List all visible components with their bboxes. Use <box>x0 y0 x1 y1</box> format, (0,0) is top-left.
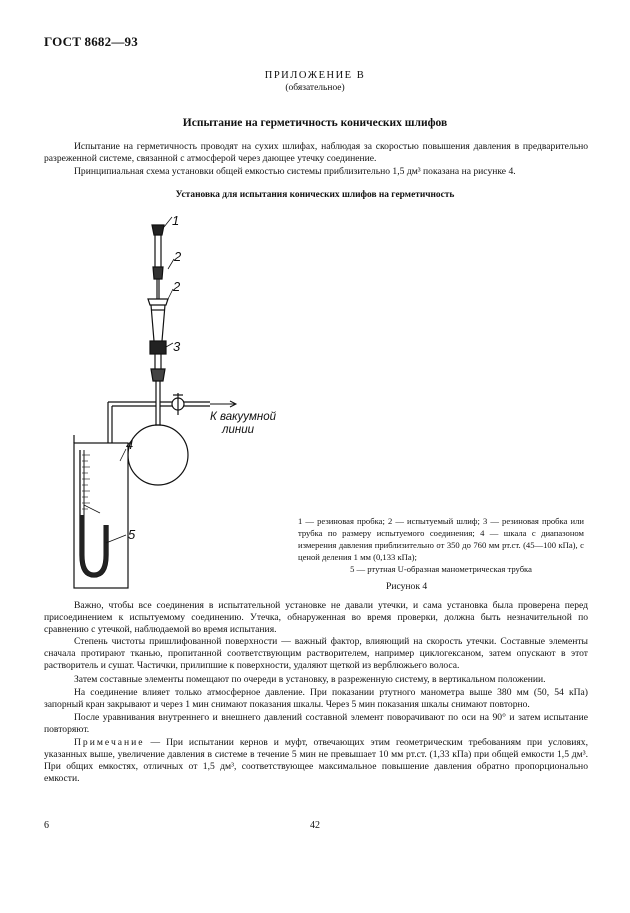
appendix-status: (обязательное) <box>285 83 345 93</box>
body-text <box>44 600 588 785</box>
note-text: — При испытании кернов и муфт, отвечающих этим геометрическим требованиям при условиях, указанных выше, увеличение давления в системе в течение 5 мин не превышает 10 мм рт.ст. (1,33 кПа) при общей емкости 1,5 дм³. При общих емкостях, отличных от 1,5 дм³, соответствующее максимальное повышение давления обратно пропорционально емкости. <box>44 737 588 785</box>
label-5: 5 <box>128 527 136 542</box>
label-4: 4 <box>126 437 134 452</box>
body-paragraph-4: На соединение влияет только атмосферное давление. При показании ртутного манометра выше 380 мм (50, 54 кПа) запорный кран закрывают и через 1 мин снимают показания шкалы. Через 5 мин показания шкалы снимают повторно. <box>44 686 588 710</box>
label-2b: 2 <box>173 279 181 294</box>
label-3: 3 <box>173 339 181 354</box>
body-paragraph-5: После уравнивания внутреннего и внешнего давлений составной элемент поворачивают по оси на 90° и затем испытание повторяют. <box>44 711 588 735</box>
vacuum-label-line1: К вакуумной <box>210 411 277 423</box>
rubber-stopper-top <box>152 225 164 279</box>
vacuum-label-line2: линии <box>222 424 255 436</box>
appendix-title: ПРИЛОЖЕНИЕ В <box>264 70 366 81</box>
intro-paragraph-1: Испытание на герметичность проводят на сухих шлифах, наблюдая за скоростью повышения давления в предварительно разреженной системе, связанной с атмосферой через дающее утечку соединение. <box>44 141 588 164</box>
label-2a: 2 <box>174 249 182 264</box>
round-flask <box>128 425 188 485</box>
standard-header: ГОСТ 8682—93 <box>44 34 138 49</box>
note-label: Примечание <box>74 737 145 749</box>
rubber-stopper-lower <box>150 341 166 381</box>
test-joint-upper <box>148 279 168 341</box>
apparatus-diagram <box>60 205 300 600</box>
legend-last-item: 5 — ртутная U-образная манометрическая трубка <box>350 564 532 574</box>
legend-text: 1 — резиновая пробка; 2 — испытуемый шлиф; 3 — резиновая пробка или трубка по размеру испытуемого соединения; 4 — шкала с диапазоном измерения давления приблизительно от 350 до 760 мм рт.ст. (45—100 кПа), с ценой деления 1 мм (0,133 кПа); <box>298 516 584 562</box>
label-1: 1 <box>172 213 180 228</box>
intro-paragraph-2: Принципиальная схема установки общей емкостью системы приблизительно 1,5 дм³ показана на рисунке 4. <box>74 166 516 177</box>
body-paragraph-2: Степень чистоты пришлифованной поверхности — важный фактор, влияющий на скорость утечки. Составные элементы сначала протирают тканью, пропитанной соответствующим растворителем, например циклогексаном, затем опускают в этот растворитель и сушат. Частички, прилипшие к поверхности, удаляют щеткой из верблюжьего волоса. <box>44 636 588 672</box>
body-paragraph-3: Затем составные элементы помещают по очереди в установку, в разреженную систему, в вертикальном положении. <box>74 673 546 685</box>
section-title: Испытание на герметичность конических шлифов <box>182 117 448 129</box>
page-number-center: 42 <box>310 820 320 831</box>
note-paragraph <box>44 737 588 785</box>
figure-caption: Рисунок 4 <box>386 581 428 592</box>
page-number-left: 6 <box>44 820 49 831</box>
body-paragraph-1: Важно, чтобы все соединения в испытательной установке не давали утечки, и сама установка была проверена перед присоединением к испытуемому соединению. Утечка, обнаруженная во время проверки, должна быть незначительной по сравнению с утечкой, наблюдаемой во время испытания. <box>44 600 588 636</box>
figure-legend <box>298 515 584 575</box>
figure-title: Установка для испытания конических шлифов на герметичность <box>175 190 455 200</box>
